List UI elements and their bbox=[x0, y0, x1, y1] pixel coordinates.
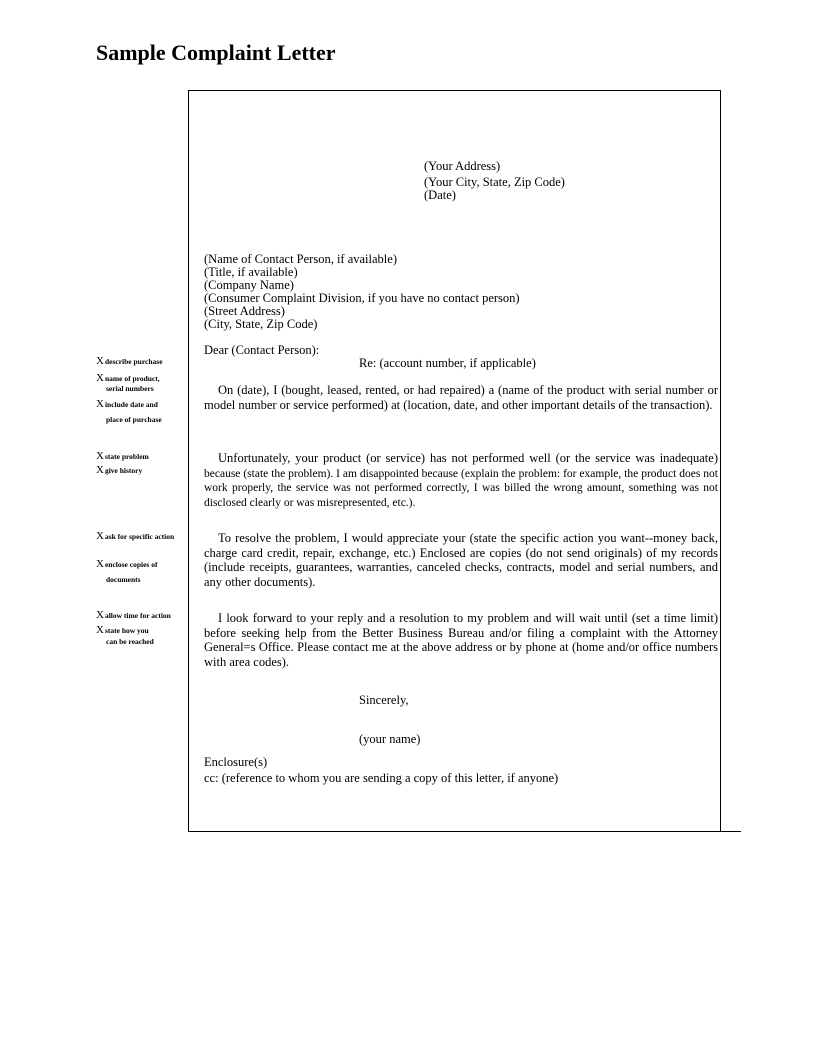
note-text-cont: place of purchase bbox=[106, 415, 162, 424]
sender-address-block bbox=[424, 160, 565, 202]
note-text-cont: documents bbox=[106, 575, 141, 584]
margin-note-include-date bbox=[96, 400, 162, 424]
note-text: allow time for action bbox=[104, 611, 171, 620]
margin-note-ask-action bbox=[96, 532, 174, 541]
margin-note-give-history bbox=[96, 466, 142, 475]
x-marker: X bbox=[96, 450, 104, 462]
margin-note-enclose-copies bbox=[96, 560, 157, 584]
enclosure: Enclosure(s) bbox=[204, 755, 268, 769]
sender-address: (Your Address) bbox=[424, 159, 501, 173]
recipient-company: (Company Name) bbox=[204, 278, 294, 292]
recipient-title: (Title, if available) bbox=[204, 265, 298, 279]
paragraph-purchase: On (date), I (bought, leased, rented, or had repaired) a (name of the product with serial number or model number or service performed) at (location, date, and other important details of the transaction). bbox=[204, 383, 718, 412]
margin-note-describe-purchase bbox=[96, 357, 163, 366]
recipient-name: (Name of Contact Person, if available) bbox=[204, 252, 397, 266]
x-marker: X bbox=[96, 398, 104, 410]
x-marker: X bbox=[96, 355, 104, 367]
bottom-rule bbox=[188, 831, 741, 832]
note-text: include date and bbox=[104, 400, 158, 409]
margin-note-state-how bbox=[96, 626, 154, 646]
note-text: state how you bbox=[104, 626, 149, 635]
paragraph-resolution: To resolve the problem, I would appreciate your (state the specific action you want--money back, charge card credit, repair, exchange, etc.) Enclosed are copies (do not send originals) of my records (include receipts, guarantees, warranties, canceled checks, contracts, model and serial numbers, and any other documents). bbox=[204, 531, 718, 589]
x-marker: X bbox=[96, 624, 104, 636]
closing: Sincerely, bbox=[359, 693, 409, 707]
recipient-division: (Consumer Complaint Division, if you have no contact person) bbox=[204, 291, 520, 305]
x-marker: X bbox=[96, 530, 104, 542]
note-text-cont: can be reached bbox=[106, 637, 154, 646]
salutation: Dear (Contact Person): bbox=[204, 343, 320, 357]
sender-date: (Date) bbox=[424, 188, 456, 202]
note-text-cont: serial numbers bbox=[106, 384, 154, 393]
x-marker: X bbox=[96, 464, 104, 476]
margin-note-state-problem bbox=[96, 452, 149, 461]
note-text: enclose copies of bbox=[104, 560, 158, 569]
recipient-street: (Street Address) bbox=[204, 304, 285, 318]
recipient-city-line: (City, State, Zip Code) bbox=[204, 317, 318, 331]
paragraph-problem-lead: Unfortunately, your product (or service) has not performed well (or the service was inadequate) bbox=[218, 451, 718, 465]
recipient-block bbox=[204, 253, 520, 331]
cc-line: cc: (reference to whom you are sending a copy of this letter, if anyone) bbox=[204, 771, 559, 785]
paragraph-problem-rest: because (state the problem). I am disappointed because (explain the problem: for example, the product does not work properly, the service was not performed correctly, I was billed the wrong amount, something was not disclosed clearly or was misrepresented, etc.). bbox=[204, 467, 718, 509]
x-marker: X bbox=[96, 372, 104, 384]
sender-city-line: (Your City, State, Zip Code) bbox=[424, 175, 565, 189]
margin-note-name-of-product bbox=[96, 374, 160, 393]
note-text: name of product, bbox=[104, 374, 160, 383]
note-text: give history bbox=[104, 466, 143, 475]
signature: (your name) bbox=[359, 732, 421, 746]
margin-note-allow-time bbox=[96, 611, 171, 620]
re-line: Re: (account number, if applicable) bbox=[359, 356, 536, 370]
note-text: describe purchase bbox=[104, 357, 163, 366]
note-text: ask for specific action bbox=[104, 532, 175, 541]
paragraph-problem bbox=[204, 451, 718, 510]
x-marker: X bbox=[96, 609, 104, 621]
x-marker: X bbox=[96, 558, 104, 570]
paragraph-followup: I look forward to your reply and a resolution to my problem and will wait until (set a time limit) before seeking help from the Better Business Bureau and/or filing a complaint with the Attorney General=s Office. Please contact me at the above address or by phone at (home and/or office numbers with area codes). bbox=[204, 611, 718, 669]
page-title: Sample Complaint Letter bbox=[96, 40, 336, 65]
note-text: state problem bbox=[104, 452, 149, 461]
